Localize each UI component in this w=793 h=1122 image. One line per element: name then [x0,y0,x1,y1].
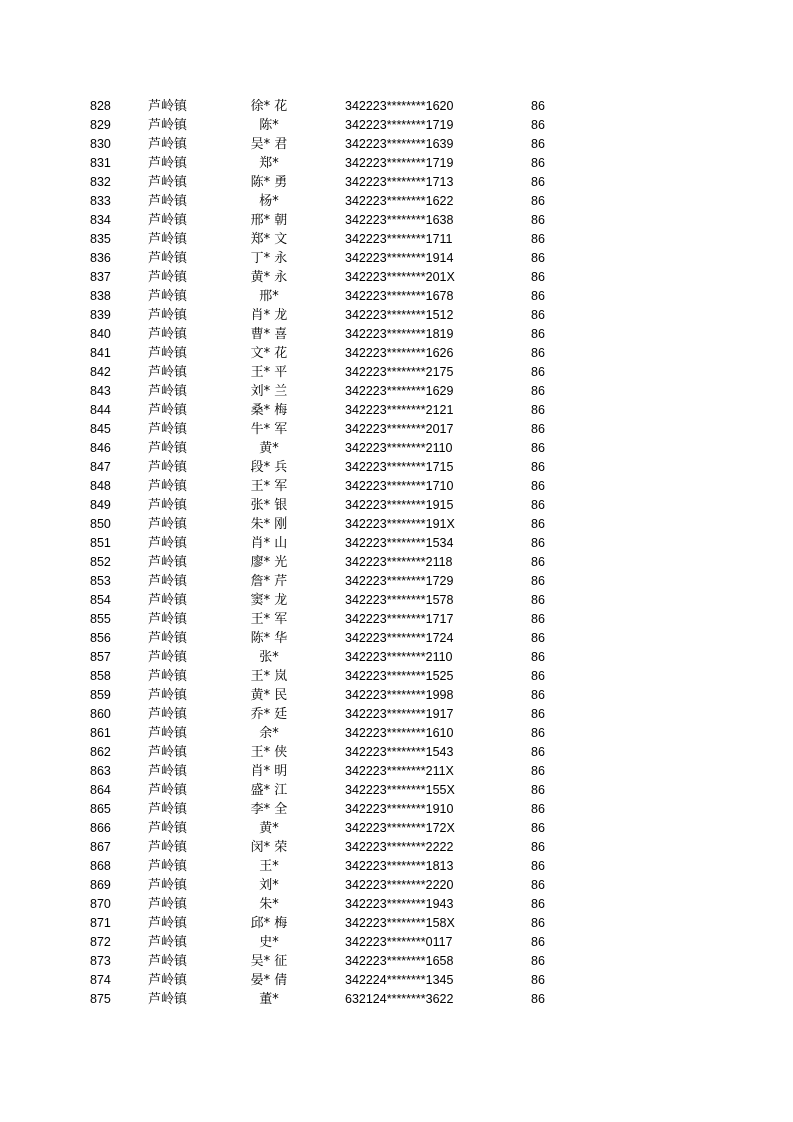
person-name: 刘* [259,878,279,893]
id-number: 342223********155X [345,783,455,797]
score-value: 86 [531,479,545,493]
table-row [0,268,793,287]
score-value: 86 [531,992,545,1006]
row-number: 870 [90,897,111,911]
row-number: 840 [90,327,111,341]
town-name: 芦岭镇 [148,593,188,608]
row-number: 841 [90,346,111,360]
person-name: 刘* 兰 [250,384,288,399]
score-value: 86 [531,270,545,284]
town-name: 芦岭镇 [148,365,188,380]
town-name: 芦岭镇 [148,859,188,874]
table-row [0,420,793,439]
score-value: 86 [531,213,545,227]
person-name: 廖* 光 [250,555,288,570]
person-name: 窦* 龙 [250,593,288,608]
id-number: 342223********1658 [345,954,454,968]
row-number: 838 [90,289,111,303]
row-number: 861 [90,726,111,740]
person-name: 王* 平 [250,365,288,380]
id-number: 342223********2175 [345,365,454,379]
score-value: 86 [531,631,545,645]
id-number: 342223********1710 [345,479,454,493]
score-value: 86 [531,384,545,398]
table-row [0,401,793,420]
id-number: 342223********1717 [345,612,454,626]
town-name: 芦岭镇 [148,726,188,741]
town-name: 芦岭镇 [148,935,188,950]
id-number: 342223********2222 [345,840,454,854]
row-number: 854 [90,593,111,607]
id-number: 342223********1622 [345,194,454,208]
id-number: 342223********2110 [345,441,453,455]
person-name: 陈* 勇 [250,175,288,190]
score-value: 86 [531,99,545,113]
table-row [0,971,793,990]
score-value: 86 [531,802,545,816]
town-name: 芦岭镇 [148,916,188,931]
row-number: 842 [90,365,111,379]
score-value: 86 [531,840,545,854]
person-name: 王* 军 [250,479,288,494]
table-row [0,534,793,553]
score-value: 86 [531,289,545,303]
id-number: 342223********1639 [345,137,454,151]
id-number: 342223********1729 [345,574,454,588]
person-name: 邢* [259,289,279,304]
table-row [0,211,793,230]
table-row [0,686,793,705]
id-number: 342223********1917 [345,707,454,721]
table-row [0,477,793,496]
id-number: 342223********1711 [345,232,453,246]
town-name: 芦岭镇 [148,555,188,570]
id-number: 342223********211X [345,764,454,778]
row-number: 872 [90,935,111,949]
id-number: 342223********1813 [345,859,454,873]
table-row [0,439,793,458]
row-number: 855 [90,612,111,626]
town-name: 芦岭镇 [148,783,188,798]
person-name: 陈* [259,118,279,133]
town-name: 芦岭镇 [148,764,188,779]
town-name: 芦岭镇 [148,802,188,817]
town-name: 芦岭镇 [148,688,188,703]
row-number: 867 [90,840,111,854]
town-name: 芦岭镇 [148,745,188,760]
row-number: 843 [90,384,111,398]
person-name: 王* 侠 [250,745,288,760]
id-number: 342223********1512 [345,308,454,322]
town-name: 芦岭镇 [148,403,188,418]
id-number: 342223********1638 [345,213,454,227]
score-value: 86 [531,365,545,379]
id-number: 342223********1719 [345,156,454,170]
row-number: 830 [90,137,111,151]
row-number: 856 [90,631,111,645]
score-value: 86 [531,669,545,683]
score-value: 86 [531,726,545,740]
person-name: 郑* [259,156,279,171]
row-number: 828 [90,99,111,113]
score-value: 86 [531,156,545,170]
table-row [0,705,793,724]
row-number: 857 [90,650,111,664]
town-name: 芦岭镇 [148,479,188,494]
score-value: 86 [531,593,545,607]
score-value: 86 [531,859,545,873]
row-number: 836 [90,251,111,265]
table-row [0,914,793,933]
score-value: 86 [531,916,545,930]
row-number: 866 [90,821,111,835]
person-name: 杨* [259,194,279,209]
score-value: 86 [531,973,545,987]
table-row [0,458,793,477]
person-name: 黄* [259,821,279,836]
town-name: 芦岭镇 [148,536,188,551]
id-number: 342223********1525 [345,669,454,683]
town-name: 芦岭镇 [148,460,188,475]
row-number: 869 [90,878,111,892]
person-name: 乔* 廷 [250,707,288,722]
id-number: 342223********1578 [345,593,454,607]
id-number: 342224********1345 [345,973,454,987]
person-name: 邱* 梅 [250,916,288,931]
table-row [0,990,793,1009]
town-name: 芦岭镇 [148,232,188,247]
town-name: 芦岭镇 [148,650,188,665]
town-name: 芦岭镇 [148,973,188,988]
record-table [0,97,793,1009]
id-number: 342223********1943 [345,897,454,911]
row-number: 849 [90,498,111,512]
score-value: 86 [531,783,545,797]
town-name: 芦岭镇 [148,878,188,893]
score-value: 86 [531,118,545,132]
score-value: 86 [531,194,545,208]
row-number: 863 [90,764,111,778]
score-value: 86 [531,517,545,531]
table-row [0,382,793,401]
table-row [0,857,793,876]
row-number: 834 [90,213,111,227]
score-value: 86 [531,745,545,759]
row-number: 845 [90,422,111,436]
row-number: 853 [90,574,111,588]
person-name: 闵* 荣 [250,840,288,855]
town-name: 芦岭镇 [148,517,188,532]
id-number: 342223********2110 [345,650,453,664]
table-row [0,952,793,971]
person-name: 段* 兵 [250,460,288,475]
id-number: 342223********1610 [345,726,454,740]
town-name: 芦岭镇 [148,175,188,190]
id-number: 342223********201X [345,270,455,284]
person-name: 史* [259,935,279,950]
table-row [0,287,793,306]
town-name: 芦岭镇 [148,707,188,722]
row-number: 859 [90,688,111,702]
table-row [0,192,793,211]
person-name: 黄* [259,441,279,456]
person-name: 王* 岚 [250,669,288,684]
score-value: 86 [531,536,545,550]
town-name: 芦岭镇 [148,897,188,912]
town-name: 芦岭镇 [148,308,188,323]
person-name: 张* 银 [250,498,288,513]
table-row [0,743,793,762]
person-name: 丁* 永 [250,251,288,266]
score-value: 86 [531,327,545,341]
id-number: 342223********1914 [345,251,454,265]
row-number: 858 [90,669,111,683]
id-number: 342223********158X [345,916,455,930]
person-name: 詹* 芹 [250,574,288,589]
id-number: 342223********2220 [345,878,454,892]
score-value: 86 [531,878,545,892]
row-number: 839 [90,308,111,322]
table-row [0,496,793,515]
table-row [0,762,793,781]
score-value: 86 [531,498,545,512]
table-row [0,363,793,382]
score-value: 86 [531,403,545,417]
score-value: 86 [531,574,545,588]
table-row [0,629,793,648]
score-value: 86 [531,612,545,626]
town-name: 芦岭镇 [148,137,188,152]
table-row [0,819,793,838]
table-row [0,135,793,154]
person-name: 肖* 山 [250,536,288,551]
table-row [0,667,793,686]
table-row [0,249,793,268]
row-number: 860 [90,707,111,721]
id-number: 342223********172X [345,821,455,835]
row-number: 850 [90,517,111,531]
person-name: 郑* 文 [250,232,288,247]
row-number: 837 [90,270,111,284]
row-number: 871 [90,916,111,930]
person-name: 徐* 花 [250,99,288,114]
score-value: 86 [531,251,545,265]
score-value: 86 [531,650,545,664]
id-number: 342223********1626 [345,346,454,360]
row-number: 832 [90,175,111,189]
row-number: 844 [90,403,111,417]
id-number: 342223********1719 [345,118,454,132]
score-value: 86 [531,555,545,569]
table-row [0,800,793,819]
id-number: 342223********1543 [345,745,454,759]
id-number: 342223********191X [345,517,455,531]
score-value: 86 [531,935,545,949]
row-number: 847 [90,460,111,474]
id-number: 342223********1910 [345,802,454,816]
id-number: 342223********1534 [345,536,454,550]
person-name: 肖* 明 [250,764,288,779]
person-name: 王* [259,859,279,874]
score-value: 86 [531,764,545,778]
person-name: 肖* 龙 [250,308,288,323]
score-value: 86 [531,232,545,246]
score-value: 86 [531,688,545,702]
table-row [0,876,793,895]
row-number: 829 [90,118,111,132]
row-number: 833 [90,194,111,208]
id-number: 342223********2121 [345,403,454,417]
score-value: 86 [531,308,545,322]
table-row [0,116,793,135]
id-number: 342223********1915 [345,498,454,512]
town-name: 芦岭镇 [148,156,188,171]
table-row [0,933,793,952]
person-name: 朱* 刚 [250,517,288,532]
row-number: 868 [90,859,111,873]
table-row [0,648,793,667]
person-name: 邢* 朝 [250,213,288,228]
town-name: 芦岭镇 [148,821,188,836]
person-name: 陈* 华 [250,631,288,646]
score-value: 86 [531,821,545,835]
table-row [0,781,793,800]
table-row [0,325,793,344]
town-name: 芦岭镇 [148,327,188,342]
score-value: 86 [531,175,545,189]
id-number: 342223********2118 [345,555,453,569]
row-number: 862 [90,745,111,759]
person-name: 王* 军 [250,612,288,627]
town-name: 芦岭镇 [148,251,188,266]
id-number: 342223********1819 [345,327,454,341]
person-name: 晏* 倩 [250,973,288,988]
score-value: 86 [531,441,545,455]
table-row [0,572,793,591]
person-name: 朱* [259,897,279,912]
table-row [0,154,793,173]
id-number: 342223********1715 [345,460,454,474]
table-row [0,553,793,572]
person-name: 曹* 喜 [250,327,288,342]
person-name: 余* [259,726,279,741]
row-number: 831 [90,156,111,170]
town-name: 芦岭镇 [148,289,188,304]
table-row [0,895,793,914]
row-number: 851 [90,536,111,550]
person-name: 董* [259,992,279,1007]
row-number: 874 [90,973,111,987]
row-number: 852 [90,555,111,569]
town-name: 芦岭镇 [148,441,188,456]
person-name: 黄* 永 [250,270,288,285]
person-name: 盛* 江 [250,783,288,798]
person-name: 吴* 君 [250,137,288,152]
row-number: 873 [90,954,111,968]
table-row [0,515,793,534]
score-value: 86 [531,346,545,360]
id-number: 342223********2017 [345,422,454,436]
table-row [0,306,793,325]
town-name: 芦岭镇 [148,669,188,684]
town-name: 芦岭镇 [148,574,188,589]
town-name: 芦岭镇 [148,346,188,361]
person-name: 张* [259,650,279,665]
id-number: 342223********1713 [345,175,454,189]
town-name: 芦岭镇 [148,422,188,437]
score-value: 86 [531,137,545,151]
table-row [0,724,793,743]
id-number: 342223********1620 [345,99,454,113]
town-name: 芦岭镇 [148,213,188,228]
town-name: 芦岭镇 [148,631,188,646]
person-name: 文* 花 [250,346,288,361]
id-number: 342223********1629 [345,384,454,398]
id-number: 342223********1678 [345,289,454,303]
row-number: 864 [90,783,111,797]
person-name: 桑* 梅 [250,403,288,418]
table-row [0,591,793,610]
score-value: 86 [531,707,545,721]
score-value: 86 [531,897,545,911]
town-name: 芦岭镇 [148,99,188,114]
town-name: 芦岭镇 [148,954,188,969]
person-name: 黄* 民 [250,688,288,703]
id-number: 342223********0117 [345,935,453,949]
town-name: 芦岭镇 [148,498,188,513]
score-value: 86 [531,954,545,968]
row-number: 846 [90,441,111,455]
table-row [0,838,793,857]
table-row [0,97,793,116]
score-value: 86 [531,460,545,474]
row-number: 848 [90,479,111,493]
row-number: 865 [90,802,111,816]
id-number: 632124********3622 [345,992,454,1006]
row-number: 875 [90,992,111,1006]
town-name: 芦岭镇 [148,384,188,399]
town-name: 芦岭镇 [148,992,188,1007]
table-row [0,230,793,249]
score-value: 86 [531,422,545,436]
row-number: 835 [90,232,111,246]
table-row [0,344,793,363]
table-row [0,610,793,629]
id-number: 342223********1724 [345,631,454,645]
town-name: 芦岭镇 [148,840,188,855]
person-name: 牛* 军 [250,422,288,437]
town-name: 芦岭镇 [148,194,188,209]
person-name: 吴* 征 [250,954,288,969]
town-name: 芦岭镇 [148,612,188,627]
person-name: 李* 全 [250,802,288,817]
town-name: 芦岭镇 [148,118,188,133]
town-name: 芦岭镇 [148,270,188,285]
id-number: 342223********1998 [345,688,454,702]
table-row [0,173,793,192]
